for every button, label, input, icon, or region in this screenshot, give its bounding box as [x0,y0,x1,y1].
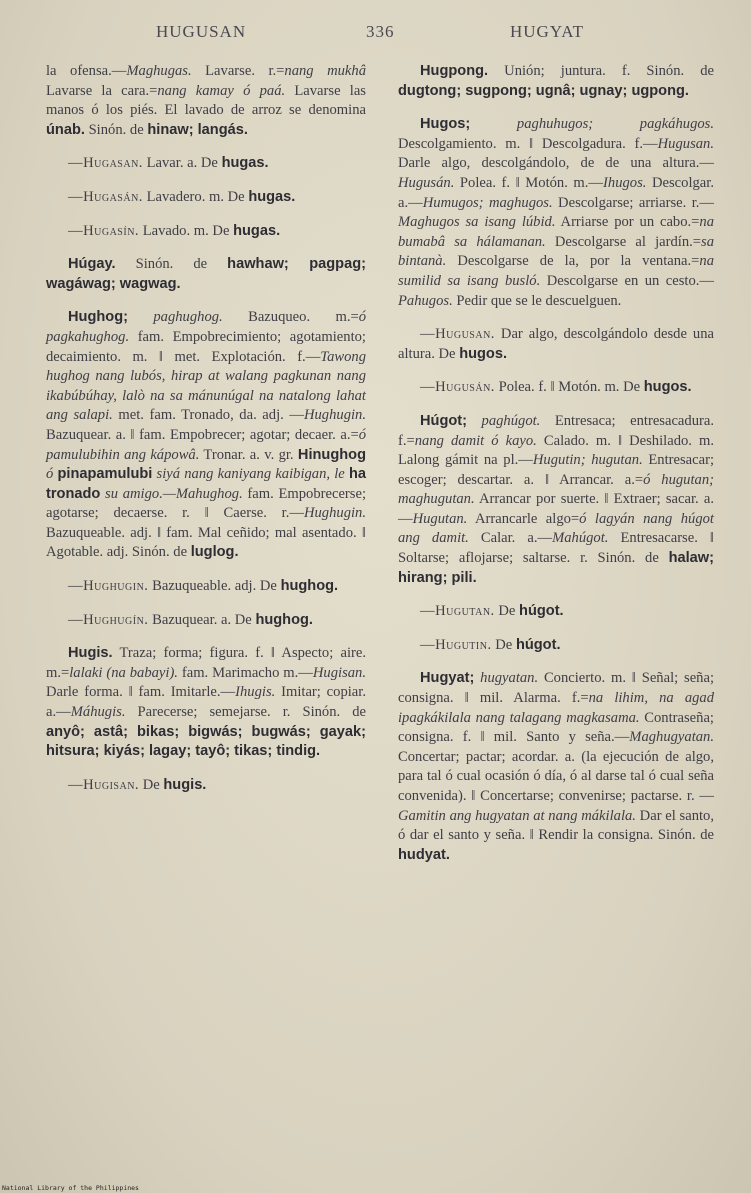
example-text: na lihim, na agad ipagkákilala nang talagang magkasama. [398,690,715,726]
derived-headword: —Hugusan. [420,326,495,343]
definition-text: fam. Marimacho m.— [177,664,313,681]
headword-text: hugas. [248,188,296,205]
headword-text: hughog. [255,611,313,628]
headword-text: pinapamulubi [57,466,153,483]
definition-text: Unión; juntura. f. Sinón. de [488,63,714,79]
example-text: siyá nang kaniyang kaibigan, le [152,466,349,483]
definition-text: Descolgarse en un cesto.— [540,272,714,289]
dictionary-entry [398,378,714,398]
definition-text: Entresacar; escoger; descartar. a. ‖ Arrancar. a.= [398,452,714,488]
dictionary-entry [46,154,366,174]
definition-text: Pedir que se le descuelguen. [452,292,622,309]
definition-text: Bazuqueable. adj. De [148,578,281,595]
example-text: Ihugos. [603,174,647,191]
dictionary-entry [46,62,366,140]
headword-text: Hugis. [68,645,113,662]
definition-text: De [139,776,164,793]
example-text: Hughugin. [303,505,366,522]
definition-text: Calar. a.— [468,530,553,547]
example-text: lalaki (na babayi). [69,664,178,681]
dictionary-entry [46,222,366,242]
derived-headword: —Hugasín. [68,222,140,239]
definition-text: Descolgar. a.— [398,174,714,211]
example-text: nang kamay ó paá. [157,82,286,99]
example-text: ó pamulubihin ang kápowâ. [46,426,366,463]
definition-text: De [491,636,516,653]
headword-text: únab. [46,121,85,138]
definition-text: Bazuqueable. adj. ‖ fam. Mal ceñido; mal asentado. ‖ Agotable. adj. Sinón. de [46,524,366,561]
definition-text: Bazuquear. a. De [148,611,256,628]
headword-text: Hinughog [297,446,366,463]
example-text: Hugutin; hugutan. [532,452,643,469]
example-text: Maghugos sa isang lúbid. [398,214,556,231]
definition-text: Lavarse la cara.= [46,82,158,99]
dictionary-entry [398,325,714,364]
definition-text: Bazuquear. a. ‖ fam. Empobrecer; agotar; decaer. a.= [46,426,359,443]
example-text: ó [46,466,58,483]
dictionary-entry [46,644,366,762]
example-text: Tawong hughog nang lubós, hirap at walang pagkunan nang ikabúbúhay, lalò na sa mánunúgal na natalong lahat ang salapi. [46,348,366,424]
example-text: paghughog. [127,309,223,326]
definition-text: Contraseña; consigna. f. ‖ mil. Santo y seña.— [398,709,714,746]
headword-text: húgot. [519,603,564,620]
example-text: Maghugyatan. [629,729,714,746]
example-text: sa bintanà. [398,233,714,270]
definition-text: Arriarse por un cabo.= [555,214,700,231]
headword-text: hugos. [459,345,508,362]
example-text: Pahugos. [398,292,453,309]
header-left-word: HUGUSAN [156,22,247,41]
derived-headword: —Hughugín. [68,611,149,628]
example-text: Hugusán. [398,174,455,191]
derived-headword: —Hugusán. [420,379,495,396]
definition-text: Concertar; pactar; acordar. a. (la ejecución de algo, para tal ó cual ocasión ó día, ó al darse tal ó cual seña convenida). ‖ Concertarse; convenirse; pactarse. r. — [398,748,714,804]
example-text: ó lagyán nang húgot ang damit. [398,510,714,547]
definition-text: fam. Empobrecimiento; agotamiento; decaimiento. m. ‖ met. Explotación. f.— [46,328,366,365]
definition-text: Calado. m. ‖ Deshilado. m. Lalong gámit na pl.— [398,432,714,469]
example-text: ó pagkahughog. [46,309,367,345]
definition-text: De [494,603,520,620]
headword-text: hawhaw; pagpag; wagáwag; wagwag. [46,256,366,292]
example-text: ó hugutan; maghugutan. [398,471,714,508]
headword-text: Hughog; [68,309,128,326]
definition-text: Parecerse; semejarse. r. Sinón. de [125,704,366,721]
definition-text: Arrancar por suerte. ‖ Extraer; sacar. a.— [398,491,714,527]
derived-headword: —Hugutin. [420,636,492,653]
headword-text: luglog. [190,544,239,561]
definition-text: Dar el santo, ó dar el santo y seña. ‖ Rendir la consigna. Sinón. de [398,807,715,844]
definition-text: Lavarse las manos ó los piés. El lavado de arroz se denomina [46,82,366,119]
example-text: su amigo.—Mahughog. [100,485,243,502]
definition-text: Concierto. m. ‖ Señal; seña; consigna. ‖ mil. Alarma. f.= [398,670,714,707]
headword-text: hugas. [233,222,281,239]
headword-text: hudyat. [398,846,450,863]
header-right-word: HUGYAT [510,22,584,41]
dictionary-entry [46,577,366,597]
example-text: Ihugis. [235,684,276,701]
definition-text: Imitar; copiar. a.— [46,684,366,721]
definition-text: fam. Empobrecerse; agotarse; decaerse. r. ‖ Caerse. r.— [46,485,366,522]
headword-text: Hugyat; [420,670,475,687]
dictionary-entry [398,412,714,588]
definition-text: met. fam. Tronado, da. adj. — [112,407,304,424]
definition-text: Entresaca; entresacadura. f.= [398,412,714,449]
definition-text: Descolgarse al jardín.= [545,233,702,250]
definition-text: Polea. f. ‖ Motón. m. De [494,379,644,396]
running-header [0,20,751,46]
definition-text: Sinón. de [115,256,228,273]
dictionary-entry [46,776,366,796]
definition-text: Entresacarse. ‖ Soltarse; aflojarse; saltarse. r. Sinón. de [398,530,714,567]
headword-text: ha tronado [46,466,366,502]
definition-text: la ofensa.— [46,63,127,79]
derived-headword: —Hugutan. [420,603,495,620]
definition-text: Lavar. a. De [142,155,222,172]
example-text: Gamitin ang hugyatan at nang mákilala. [398,807,636,824]
definition-text: Sinón. de [84,121,148,138]
right-column [398,62,714,879]
definition-text: Arrancarle algo= [467,510,580,527]
example-text: Mahúgot. [552,530,609,547]
headword-text: halaw; hirang; pili. [398,550,714,586]
dictionary-entry [46,611,366,631]
example-text: Hugutan. [412,510,468,527]
derived-headword: —Hughugin. [68,578,149,595]
headword-text: anyô; astâ; bikas; bigwás; bugwás; gayak; hitsura; kiyás; lagay; tayô; tikas; tindig. [46,723,366,760]
definition-text: Tronar. a. v. gr. [199,446,298,463]
headword-text: Hugpong. [420,63,489,79]
dictionary-entry [46,188,366,208]
example-text: Humugos; maghugos. [422,194,553,211]
left-column [46,62,366,809]
derived-headword: —Hugisan. [68,776,140,793]
headword-text: hugis. [163,776,207,793]
headword-text: hugos. [643,379,692,396]
definition-text: Descolgamiento. m. ‖ Descolgadura. f.— [398,135,658,152]
dictionary-entry [46,255,366,294]
example-text: na sumilid sa isang busló. [398,253,714,289]
example-text: Hugisan. [312,664,366,681]
page-number: 336 [366,22,395,41]
definition-text: Lavarse. r.= [191,63,285,79]
definition-text: Lavado. m. De [139,222,234,239]
example-text: na bumabâ sa hálamanan. [398,214,714,250]
example-text: Hugusan. [657,135,714,152]
dictionary-entry [46,308,366,563]
definition-text: Descolgarse; arriarse. r.— [552,194,714,211]
derived-headword: —Hugasán. [68,188,143,205]
definition-text: Darle forma. ‖ fam. Imitarle.— [46,684,236,701]
example-text: Maghugas. [126,63,192,79]
example-text: hugyatan. [474,670,539,687]
dictionary-entry [398,602,714,622]
definition-text: Dar algo, descolgándolo desde una altura. De [398,326,714,362]
dictionary-entry [398,669,714,865]
headword-text: húgot. [515,636,561,653]
headword-text: hugas. [221,155,269,172]
definition-text: Lavadero. m. De [142,188,249,205]
derived-headword: —Hugasan. [68,155,143,172]
headword-text: hughog. [280,578,339,595]
headword-text: Hugos; [420,116,471,133]
definition-text: Bazuqueo. m.= [222,309,359,326]
headword-text: Húgot; [420,412,468,429]
example-text: paghúgot. [467,412,541,429]
example-text: nang mukhâ [284,63,366,79]
example-text: Hughugin. [303,407,366,424]
headword-text: Húgay. [68,256,116,273]
headword-text: hinaw; langás. [147,121,248,138]
example-text: paghuhugos; pagkáhugos. [470,116,714,133]
definition-text: Descolgarse de la, por la ventana.= [446,253,700,270]
dictionary-entry [398,636,714,656]
library-footer: National Library of the Philippines [2,1184,139,1192]
dictionary-entry [398,62,714,101]
definition-text: Darle algo, descolgándolo, de de una altura.— [398,155,714,172]
definition-text: Traza; forma; figura. f. ‖ Aspecto; aire. m.= [46,645,366,681]
example-text: Máhugis. [70,704,126,721]
dictionary-entry [398,115,714,311]
example-text: nang damit ó kayo. [414,432,537,449]
headword-text: dugtong; sugpong; ugnâ; ugnay; ugpong. [398,82,689,99]
definition-text: Polea. f. ‖ Motón. m.— [454,174,604,191]
